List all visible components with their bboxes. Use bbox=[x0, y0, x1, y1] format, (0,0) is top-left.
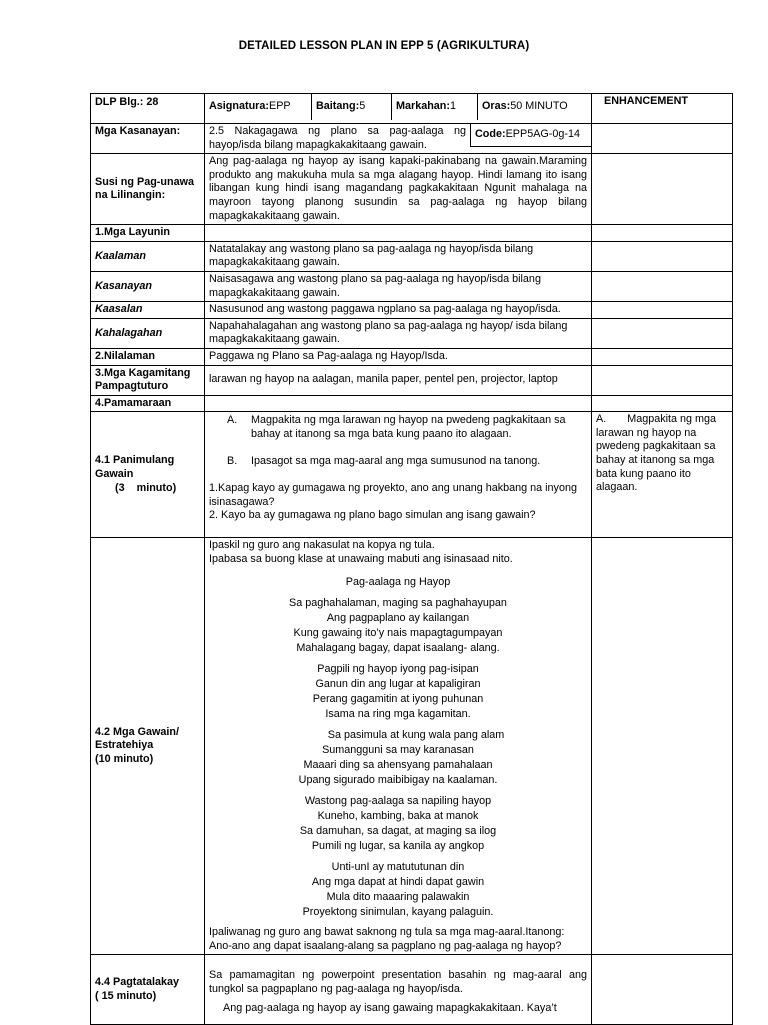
poem-stanza bbox=[209, 860, 587, 920]
kahalagahan-enhancement bbox=[592, 318, 733, 348]
code-field bbox=[470, 124, 591, 147]
gawain-intro-2: Ipabasa sa buong klase at unawaing mabuti ang isinasaad nito. bbox=[209, 552, 513, 565]
header-fields bbox=[205, 94, 592, 124]
pamamaraan-enhancement bbox=[592, 395, 733, 412]
baitang-field bbox=[312, 94, 392, 120]
poem-line: Ang pagpaplano ay kailangan bbox=[326, 612, 470, 625]
susi-text: Ang pag-aalaga ng hayop ay isang kapaki-pakinabang na gawain.Maraming produkto ang makukuha mula sa mga alagang hayop. Hindi lamang ito isang libangan kung hindi isang magandang pagkakakitaan Ngunit mahalaga na mayroon tayong planong susundin sa pag-aalaga ng hayop bilang mapagkakakitaang gawain. bbox=[205, 154, 592, 225]
pagtatalakay-text-1: Sa pamamagitan ng powerpoint presentation basahin ng mag-aaral ang tungkol sa pagpaplano ng pag-aalaga ng hayop/isda. bbox=[209, 969, 587, 995]
poem-line: Unti-unI ay matututunan din bbox=[331, 861, 465, 874]
gawain-content bbox=[205, 538, 592, 955]
panimulang-enhancement: A. Magpakita ng mga larawan ng hayop na pwedeng pagkakitaan sa bahay at itanong sa mga bata kung paano ito alagaan. bbox=[592, 412, 733, 538]
poem-line: Upang sigurado maibibigay na kaalaman. bbox=[298, 774, 498, 787]
gawain-intro-1: Ipaskil ng guro ang nakasulat na kopya ng tula. bbox=[209, 539, 435, 552]
poem-line: Maaari ding sa ahensyang pamahalaan bbox=[303, 759, 493, 772]
poem-line: Sumangguni sa may karanasan bbox=[322, 744, 474, 757]
pamamaraan-text bbox=[205, 395, 592, 412]
kaalaman-enhancement bbox=[592, 241, 733, 271]
question-1b: isinasagawa? bbox=[209, 495, 275, 508]
poem-line: Kung gawaing ito’y nais mapagtagumpayan bbox=[293, 627, 503, 640]
poem-line: Perang gagamitin at iyong puhunan bbox=[312, 693, 484, 706]
pagtatalakay-label bbox=[91, 955, 205, 1025]
poem-line: Mula dito maaaring palawakin bbox=[326, 891, 470, 904]
header-row bbox=[91, 94, 733, 124]
poem-line: Sa damuhan, sa dagat, at maging sa ilog bbox=[299, 825, 497, 838]
kaasalan-row bbox=[91, 302, 733, 319]
enhancement-header: ENHANCEMENT bbox=[592, 94, 733, 124]
pagtatalakay-content bbox=[205, 955, 592, 1025]
kahalagahan-row bbox=[91, 318, 733, 348]
poem-line: Sa paghahalaman, maging sa paghahayupan bbox=[289, 597, 507, 610]
gawain-label bbox=[91, 538, 205, 955]
kasanayan-obj-text: Naisasagawa ang wastong plano sa pag-aalaga ng hayop/isda bilang mapagkakakitaang gawain. bbox=[205, 271, 592, 301]
susi-label: Susi ng Pag-unawa na Lilinangin: bbox=[91, 154, 205, 225]
item-a bbox=[209, 414, 587, 441]
kaasalan-enhancement bbox=[592, 302, 733, 319]
panimulang-label-1: 4.1 Panimulang bbox=[95, 454, 175, 467]
panimulang-content bbox=[205, 412, 592, 538]
poem-line: Pumili ng lugar, sa kanila ay angkop bbox=[311, 840, 485, 853]
nilalaman-row bbox=[91, 348, 733, 365]
gawain-outro-1: Ipaliwanag ng guro ang bawat saknong ng tula sa mga mag-aaral.Itanong: bbox=[209, 926, 565, 939]
markahan-field bbox=[392, 94, 478, 120]
item-b bbox=[209, 455, 587, 469]
kaasalan-label: Kaasalan bbox=[91, 302, 205, 319]
pagtatalakay-label-2: ( 15 minuto) bbox=[95, 989, 157, 1002]
kasanayan-label: Mga Kasanayan: bbox=[91, 124, 205, 154]
oras-value: 50 MINUTO bbox=[510, 100, 568, 112]
asignatura-label: Asignatura: bbox=[209, 100, 269, 112]
question-1 bbox=[209, 482, 587, 509]
kagamitan-row bbox=[91, 365, 733, 395]
kasanayan-enhancement bbox=[592, 124, 733, 154]
poem-stanza bbox=[209, 596, 587, 656]
poem-line: Proyektong sinimulan, kayang palaguin. bbox=[302, 906, 494, 919]
question-1a: 1.Kapag kayo ay gumagawa ng proyekto, ano ang unang hakbang na inyong bbox=[209, 482, 577, 495]
dlp-number: DLP Blg.: 28 bbox=[91, 94, 205, 124]
layunin-row bbox=[91, 225, 733, 242]
item-a-letter: A. bbox=[227, 414, 238, 427]
kasanayan-cell bbox=[205, 124, 592, 154]
kasanayan-obj-label: Kasanayan bbox=[91, 271, 205, 301]
poem-stanza bbox=[209, 794, 587, 854]
baitang-label: Baitang: bbox=[316, 100, 360, 112]
gawain-label-2: Estratehiya bbox=[95, 739, 154, 752]
kagamitan-label: 3.Mga Kagamitang Pampagtuturo bbox=[91, 365, 205, 395]
kagamitan-text: larawan ng hayop na aalagan, manila paper, pentel pen, projector, laptop bbox=[205, 365, 592, 395]
layunin-text bbox=[205, 225, 592, 242]
nilalaman-text: Paggawa ng Plano sa Pag-aalaga ng Hayop/Isda. bbox=[205, 348, 592, 365]
pamamaraan-row bbox=[91, 395, 733, 412]
kasanayan-obj-row bbox=[91, 271, 733, 301]
panimulang-time bbox=[95, 482, 200, 496]
lesson-plan-table bbox=[90, 93, 733, 1025]
poem-line: Pagpili ng hayop iyong pag-isipan bbox=[317, 663, 479, 676]
document-title: DETAILED LESSON PLAN IN EPP 5 (AGRIKULTURA) bbox=[238, 40, 530, 52]
kagamitan-enhancement bbox=[592, 365, 733, 395]
markahan-label: Markahan: bbox=[396, 100, 451, 112]
code-label: Code: bbox=[475, 128, 506, 140]
markahan-value: 1 bbox=[450, 100, 457, 112]
gawain-row bbox=[91, 538, 733, 955]
gawain-label-1: 4.2 Mga Gawain/ bbox=[95, 725, 180, 738]
panimulang-label bbox=[91, 412, 205, 538]
panimulang-row bbox=[91, 412, 733, 538]
kaalaman-label: Kaalaman bbox=[91, 241, 205, 271]
gawain-label-3: (10 minuto) bbox=[95, 753, 154, 766]
pagtatalakay-enhancement bbox=[592, 955, 733, 1025]
gawain-enhancement bbox=[592, 538, 733, 955]
panimulang-time-unit: minuto) bbox=[136, 481, 177, 494]
nilalaman-enhancement bbox=[592, 348, 733, 365]
poem-line: Wastong pag-aalaga sa napiling hayop bbox=[304, 795, 492, 808]
kasanayan-text: 2.5 Nakagagawa ng plano sa pag-aalaga ng hayop/isda bilang mapagkakakitaang gawain. bbox=[209, 125, 466, 151]
baitang-value: 5 bbox=[359, 100, 366, 112]
kasanayan-obj-enhancement bbox=[592, 271, 733, 301]
question-2: 2. Kayo ba ay gumagawa ng plano bago simulan ang isang gawain? bbox=[209, 509, 536, 522]
susi-enhancement bbox=[592, 154, 733, 225]
asignatura-value: EPP bbox=[269, 100, 291, 112]
pamamaraan-label: 4.Pamamaraan bbox=[91, 395, 205, 412]
item-b-letter: B. bbox=[227, 455, 238, 468]
pagtatalakay-row bbox=[91, 955, 733, 1025]
susi-row bbox=[91, 154, 733, 225]
poem-line: Mahalagang bagay, dapat isaalang- alang. bbox=[296, 642, 500, 655]
item-a-text: Magpakita ng mga larawan ng hayop na pwedeng pagkakitaan sa bahay at itanong sa mga bata kung paano ito alagaan. bbox=[251, 414, 566, 440]
pagtatalakay-text-2: Ang pag-aalaga ng hayop ay isang gawaing mapagkakakitaan. Kaya’t bbox=[223, 1002, 557, 1015]
kaasalan-text: Nasusunod ang wastong paggawa ngplano sa pag-aalaga ng hayop/isda. bbox=[205, 302, 592, 319]
pagtatalakay-label-1: 4.4 Pagtatalakay bbox=[95, 976, 180, 989]
oras-label: Oras: bbox=[482, 100, 511, 112]
nilalaman-label: 2.Nilalaman bbox=[91, 348, 205, 365]
asignatura-field bbox=[205, 94, 312, 120]
oras-field bbox=[478, 94, 586, 120]
poem-line: Ang mga dapat at hindi dapat gawin bbox=[311, 876, 485, 889]
poem-line: Ganun din ang lugar at kapaligiran bbox=[315, 678, 481, 691]
poem-title: Pag-aalaga ng Hayop bbox=[345, 576, 451, 589]
poem-stanza bbox=[209, 728, 587, 788]
panimulang-label-2: Gawain bbox=[95, 467, 134, 480]
panimulang-time-num: (3 bbox=[115, 481, 125, 494]
kahalagahan-label: Kahalagahan bbox=[91, 318, 205, 348]
poem-line: Sa pasimula at kung wala pang alam bbox=[327, 729, 505, 742]
item-b-text: Ipasagot sa mga mag-aaral ang mga sumusunod na tanong. bbox=[251, 455, 541, 468]
gawain-outro-2: Ano-ano ang dapat isaalang-alang sa pagplano ng pag-aalaga ng hayop? bbox=[209, 939, 562, 952]
kaalaman-text: Natatalakay ang wastong plano sa pag-aalaga ng hayop/isda bilang mapagkakakitaang gawain. bbox=[205, 241, 592, 271]
kaalaman-row bbox=[91, 241, 733, 271]
code-value: EPP5AG-0g-14 bbox=[505, 128, 581, 140]
layunin-label: 1.Mga Layunin bbox=[91, 225, 205, 242]
kasanayan-row bbox=[91, 124, 733, 154]
poem-stanza bbox=[209, 662, 587, 722]
layunin-enhancement bbox=[592, 225, 733, 242]
kahalagahan-text: Napahahalagahan ang wastong plano sa pag-aalaga ng hayop/ isda bilang mapagkakakitaang gawain. bbox=[205, 318, 592, 348]
poem-line: Isama na ring mga kagamitan. bbox=[325, 708, 471, 721]
poem-line: Kuneho, kambing, baka at manok bbox=[317, 810, 479, 823]
